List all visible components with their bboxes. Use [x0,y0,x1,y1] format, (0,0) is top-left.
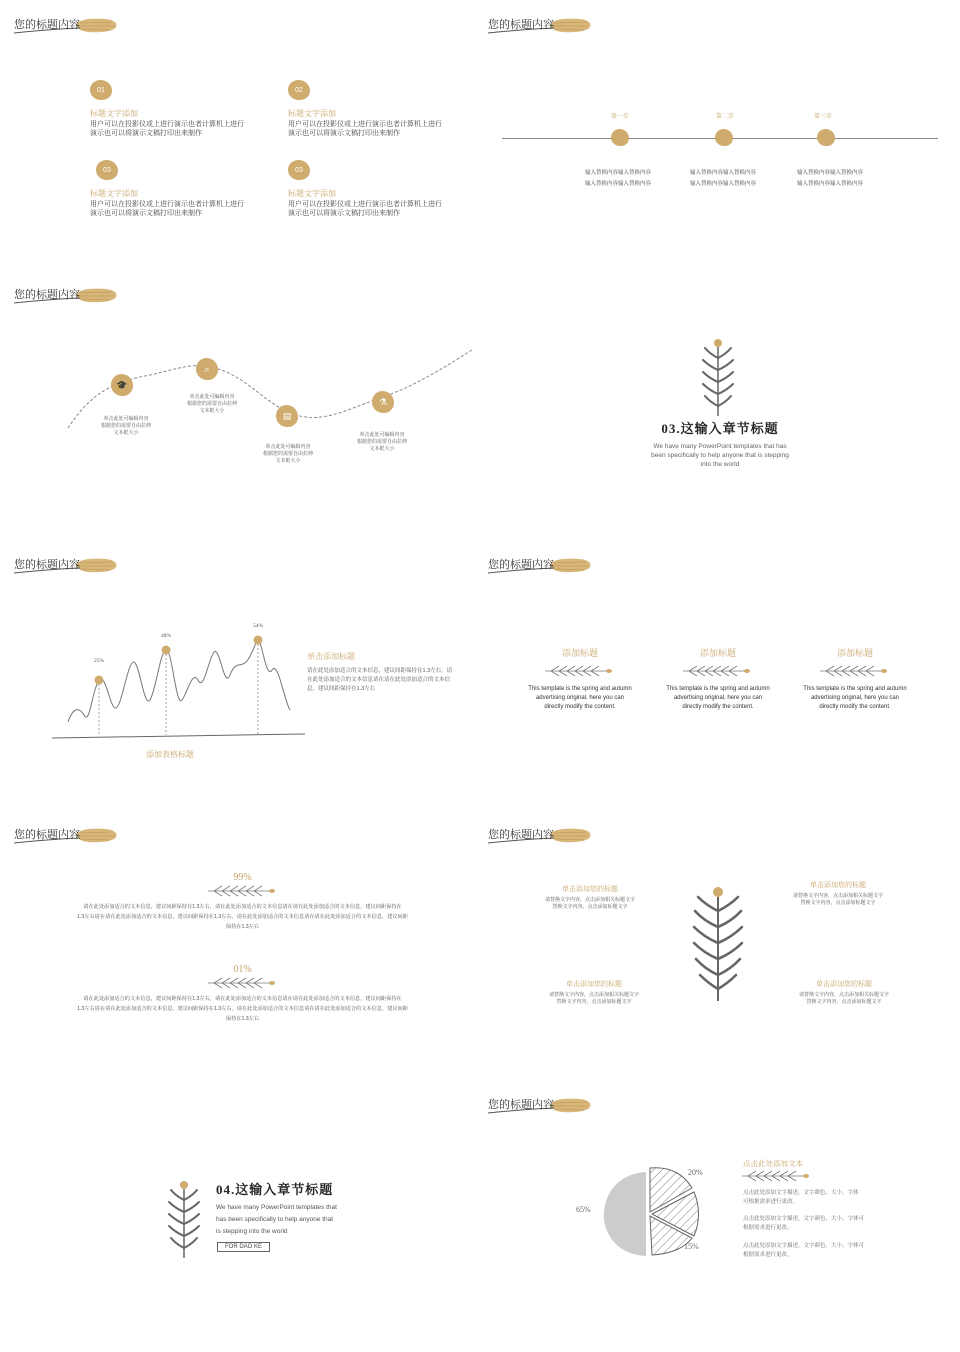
graduation-cap-icon: 🎓 [111,374,133,396]
header-title: 您的标题内容 [488,19,554,31]
quadrant-text: 单击添加您的标题 请替换文字内容，点击添加相关标题文字 替换文字内容，点击添加标题文字 [520,884,660,911]
side-body: 请在此处添加适合的文本信息，建议间距保持在1.3左右，请 在此处添加适合的文本信息请在请在此处添加适合的文本信 息，建议间距保持在1.3左右 [307,668,453,692]
column-body: This template is the spring and autumn advertising original, here you can directly modify the content. [528,686,632,710]
item-title: 标题文字添加 [288,109,336,118]
slide-section-04 [0,1080,480,1350]
sprig-icon [820,665,890,677]
node-text: 单击此处可编辑内容 根据您的需要自由拉伸 文本框大小 [186,394,237,414]
item-body: 用户可以在投影仪或上进行演示也者计算机上进行 演示也可以将演示文稿打印出来制作 [288,201,442,217]
side-title: 单击添加标题 [307,652,355,661]
sprig-icon [742,1170,812,1182]
step-label: 第一步 [610,114,629,120]
quadrant-text: 单击添加您的标题 请替换文字内容，点击添加相关标题文字 替换文字内容，点击添加标题文字 [768,880,908,907]
side-paragraph: 点击此处添加文字描述，文字颜色、大小、字体 可根据需求进行更改。 [743,1190,859,1205]
step-label: 第二步 [715,114,734,120]
quadrant-text: 单击添加您的标题 请替换文字内容，点击添加相关标题文字 替换文字内容，点击添加标题文字 [774,979,914,1006]
leaf-sprig-icon [690,885,746,1003]
step-text: 输入替换内容输入替换内容 输入替换内容输入替换内容 [689,170,756,187]
header-title: 您的标题内容 [488,1099,554,1111]
column-title: 添加标题 [561,648,598,658]
slide-steps-timeline [480,0,960,270]
column-title: 添加标题 [836,648,873,658]
column [795,646,915,712]
number-badge: 02 [288,80,310,100]
search-icon: ⌕ [196,358,218,380]
item-title: 标题文字添加 [90,109,138,118]
column-body: This template is the spring and autumn advertising original, here you can directly modify the content. [666,686,770,710]
section-subtitle: We have many PowerPoint templates that has been specifically to help anyone that is stepping into the world [651,443,789,468]
sprig-icon [683,665,753,677]
column [520,646,640,712]
pie-label: 65% [576,1205,591,1214]
slide-leaf-quadrants [480,810,960,1080]
step-text: 输入替换内容输入替换内容 输入替换内容输入替换内容 [584,170,651,187]
side-title: 点击此处添加文本 [743,1159,803,1168]
side-paragraph: 点击此处添加文字描述，文字颜色、大小、字体可 根据需求进行更改。 [743,1243,865,1258]
node-text: 单击此处可编辑内容 根据您的需要自由拉伸 文本框大小 [100,416,151,436]
slide-numbered-items [0,0,480,270]
dashed-marker-line [99,640,258,736]
pie-label: 20% [688,1168,703,1177]
column-title: 添加标题 [699,648,736,658]
step-dot [611,129,629,146]
header-title: 您的标题内容 [14,559,80,571]
slide-pie-chart [480,1080,960,1350]
number-badge: 03 [96,160,118,180]
percent-block [60,872,425,932]
item-body: 用户可以在投影仪或上进行演示也者计算机上进行 演示也可以将演示文稿打印出来制作 [288,121,442,137]
leaf-sprig-icon [166,1178,202,1260]
number-badge: 01 [90,80,112,100]
section-title: 04.这输入章节标题 [216,1182,334,1197]
header-title: 您的标题内容 [488,829,554,841]
for-dao-ke-button[interactable]: FOR DAO KE [217,1242,270,1252]
slide-header [488,14,608,36]
slide-wave-path [0,270,480,540]
pie-label: 15% [684,1242,699,1251]
flask-icon: ⚗ [372,391,394,413]
percent-value: 99% [233,872,252,883]
slide-three-columns [480,540,960,810]
header-title: 您的标题内容 [14,829,80,841]
step-text: 输入替换内容输入替换内容 输入替换内容输入替换内容 [796,170,863,187]
slide-section-03 [480,270,960,540]
chart-axis [52,734,305,738]
sprig-icon [208,977,278,989]
data-label: 48% [160,633,172,639]
slide-header [14,824,134,846]
slide-percent-blocks [0,810,480,1080]
percent-block [60,964,425,1024]
item-title: 标题文字添加 [90,189,138,198]
number-badge: 03 [288,160,310,180]
quadrant-title: 单击添加您的标题 [816,980,872,988]
step-dot [715,129,733,146]
sprig-icon [208,885,278,897]
step-label: 第三步 [813,114,832,120]
item-title: 标题文字添加 [288,189,336,198]
percent-value: 01% [233,964,252,975]
section-subtitle: We have many PowerPoint templates that has been specifically to help anyone that is stepping into the world [216,1204,337,1235]
percent-body: 请在此处添加适合的文本信息，建议间距保持在1.3左右，请在此处添加适合的文本信息请在请在此处添加适合的文本信息，建议间距保持在 1.3左右请在请在此处添加适合的文本信息，建议间距保持在1.3左右，请在此处添加适合的文本信息请在请在此处添加适合的文本信息，建议间距 保持在1.3左右 [77,996,408,1022]
column-body: This template is the spring and autumn advertising original, here you can directly modify the content. [803,686,907,710]
node-text: 单击此处可编辑内容 根据您的需要自由拉伸 文本框大小 [262,444,313,464]
data-label: 54% [252,623,264,629]
slide-line-chart [0,540,480,810]
item-body: 用户可以在投影仪或上进行演示也者计算机上进行 演示也可以将演示文稿打印出来制作 [90,201,244,217]
quadrant-title: 单击添加您的标题 [810,881,866,889]
shop-icon: ▤ [276,405,298,427]
section-title: 03.这输入章节标题 [661,421,779,436]
side-paragraph: 点击此处添加文字描述，文字颜色、大小、字体可 根据需求进行更改。 [743,1216,865,1231]
header-title: 您的标题内容 [488,559,554,571]
column [658,646,778,712]
header-title: 您的标题内容 [14,289,80,301]
chart-point [162,646,171,655]
pie-slice-65 [604,1172,646,1256]
data-label: 25% [93,658,105,664]
quadrant-text: 单击添加您的标题 请替换文字内容，点击添加相关标题文字 替换文字内容，点击添加标题文字 [524,979,664,1006]
chart-point [95,676,104,685]
step-dot [817,129,835,146]
item-body: 用户可以在投影仪或上进行演示也者计算机上进行 演示也可以将演示文稿打印出来制作 [90,121,244,137]
leaf-sprig-icon [700,336,736,418]
header-title: 您的标题内容 [14,19,80,31]
percent-body: 请在此处添加适合的文本信息，建议间距保持在1.3左右，请在此处添加适合的文本信息请在请在此处添加适合的文本信息，建议间距保持在 1.3左右请在请在此处添加适合的文本信息，建议间距保持在1.3左右，请在此处添加适合的文本信息请在请在此处添加适合的文本信息，建议间距 保持在1.3左右 [77,904,408,930]
node-text: 单击此处可编辑内容 根据您的需要自由拉伸 文本框大小 [356,432,407,452]
slide-header [488,824,608,846]
slide-header [14,14,134,36]
sprig-icon [545,665,615,677]
pie-chart [480,1080,960,1350]
slide-header [488,554,608,576]
quadrant-title: 单击添加您的标题 [562,885,618,893]
chart-title: 添加表格标题 [146,750,194,759]
quadrant-title: 单击添加您的标题 [566,980,622,988]
chart-point [254,636,263,645]
